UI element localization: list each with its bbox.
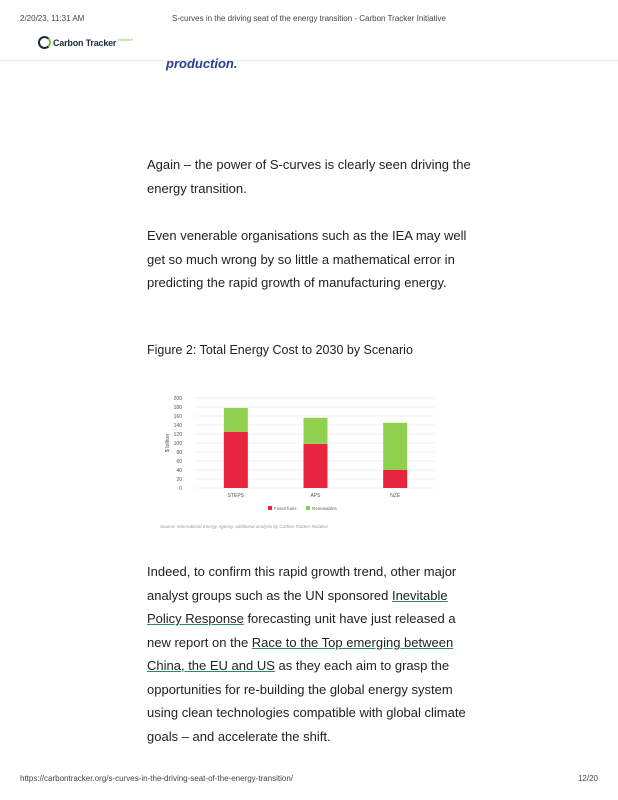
paragraph-2: Even venerable organisations such as the IEA may well get so much wrong by so little a mathematical error in predicting the rapid growth of manufacturing energy. — [147, 228, 467, 290]
stacked-bar-chart — [160, 392, 450, 534]
legend-swatch — [268, 506, 272, 510]
y-tick-label: 20 — [176, 477, 182, 483]
x-tick-label: NZE — [390, 493, 401, 499]
link-race-to-the-top[interactable]: Race to the Top emerging between China, the EU and US — [147, 634, 454, 673]
bar-steps-fossil-fuels — [224, 432, 248, 488]
x-tick-label: APS — [310, 493, 321, 499]
print-url: https://carbontracker.org/s-curves-in-the-driving-seat-of-the-energy-transition/ — [20, 774, 293, 783]
logo-subtext: initiative — [118, 37, 133, 42]
y-tick-label: 60 — [176, 459, 182, 465]
y-tick-label: 120 — [173, 432, 182, 438]
legend-label: Fossil fuels — [274, 506, 297, 511]
paragraph-3-text-b: forecasting unit have just released a new report on the — [147, 611, 456, 650]
y-tick-label: 200 — [173, 396, 182, 402]
print-page-title: S-curves in the driving seat of the energy transition - Carbon Tracker Initiative — [172, 14, 446, 23]
y-tick-label: 160 — [173, 414, 182, 420]
y-tick-label: 80 — [176, 450, 182, 456]
legend-label: Renewables — [312, 506, 337, 511]
chart-source-note: Source: International Energy Agency, additional analysis by Carbon Tracker Initiative — [160, 524, 329, 529]
bar-nze-fossil-fuels — [383, 470, 407, 488]
print-datetime: 2/20/23, 11:31 AM — [20, 14, 85, 23]
y-axis-label: $ billion — [165, 433, 171, 453]
y-tick-label: 140 — [173, 423, 182, 429]
legend-swatch — [306, 506, 310, 510]
paragraph-3-text-a: Indeed, to confirm this rapid growth trend, other major analyst groups such as the UN sponsored — [147, 564, 457, 603]
y-tick-label: 180 — [173, 405, 182, 411]
print-footer — [20, 774, 598, 783]
paragraph-3 — [147, 560, 477, 748]
paragraph-3-text-c: as they each aim to grasp the opportunities for re-building the global energy system using clean technologies compatible with global climate goals – and accelerate the shift. — [147, 658, 466, 744]
logo-text: Carbon Tracker — [53, 37, 117, 48]
bar-nze-renewables — [383, 423, 407, 470]
site-logo[interactable] — [38, 36, 133, 49]
link-inevitable-policy-response[interactable]: Inevitable Policy Response — [147, 587, 448, 626]
logo-mark-icon — [38, 36, 51, 49]
bar-aps-fossil-fuels — [304, 444, 328, 488]
paragraph-1: Again – the power of S-curves is clearly seen driving the energy transition. — [147, 157, 471, 196]
y-tick-label: 40 — [176, 468, 182, 474]
pull-quote-tail: production. — [166, 56, 238, 71]
y-tick-label: 0 — [179, 486, 182, 492]
y-tick-label: 100 — [173, 441, 182, 447]
site-header — [0, 28, 618, 61]
print-page-number: 12/20 — [577, 774, 598, 783]
x-tick-label: STEPS — [227, 493, 245, 499]
chart-container — [160, 392, 450, 534]
print-header — [20, 14, 598, 23]
bar-aps-renewables — [304, 418, 328, 444]
bar-steps-renewables — [224, 408, 248, 432]
figure-caption: Figure 2: Total Energy Cost to 2030 by Scenario — [147, 343, 413, 357]
